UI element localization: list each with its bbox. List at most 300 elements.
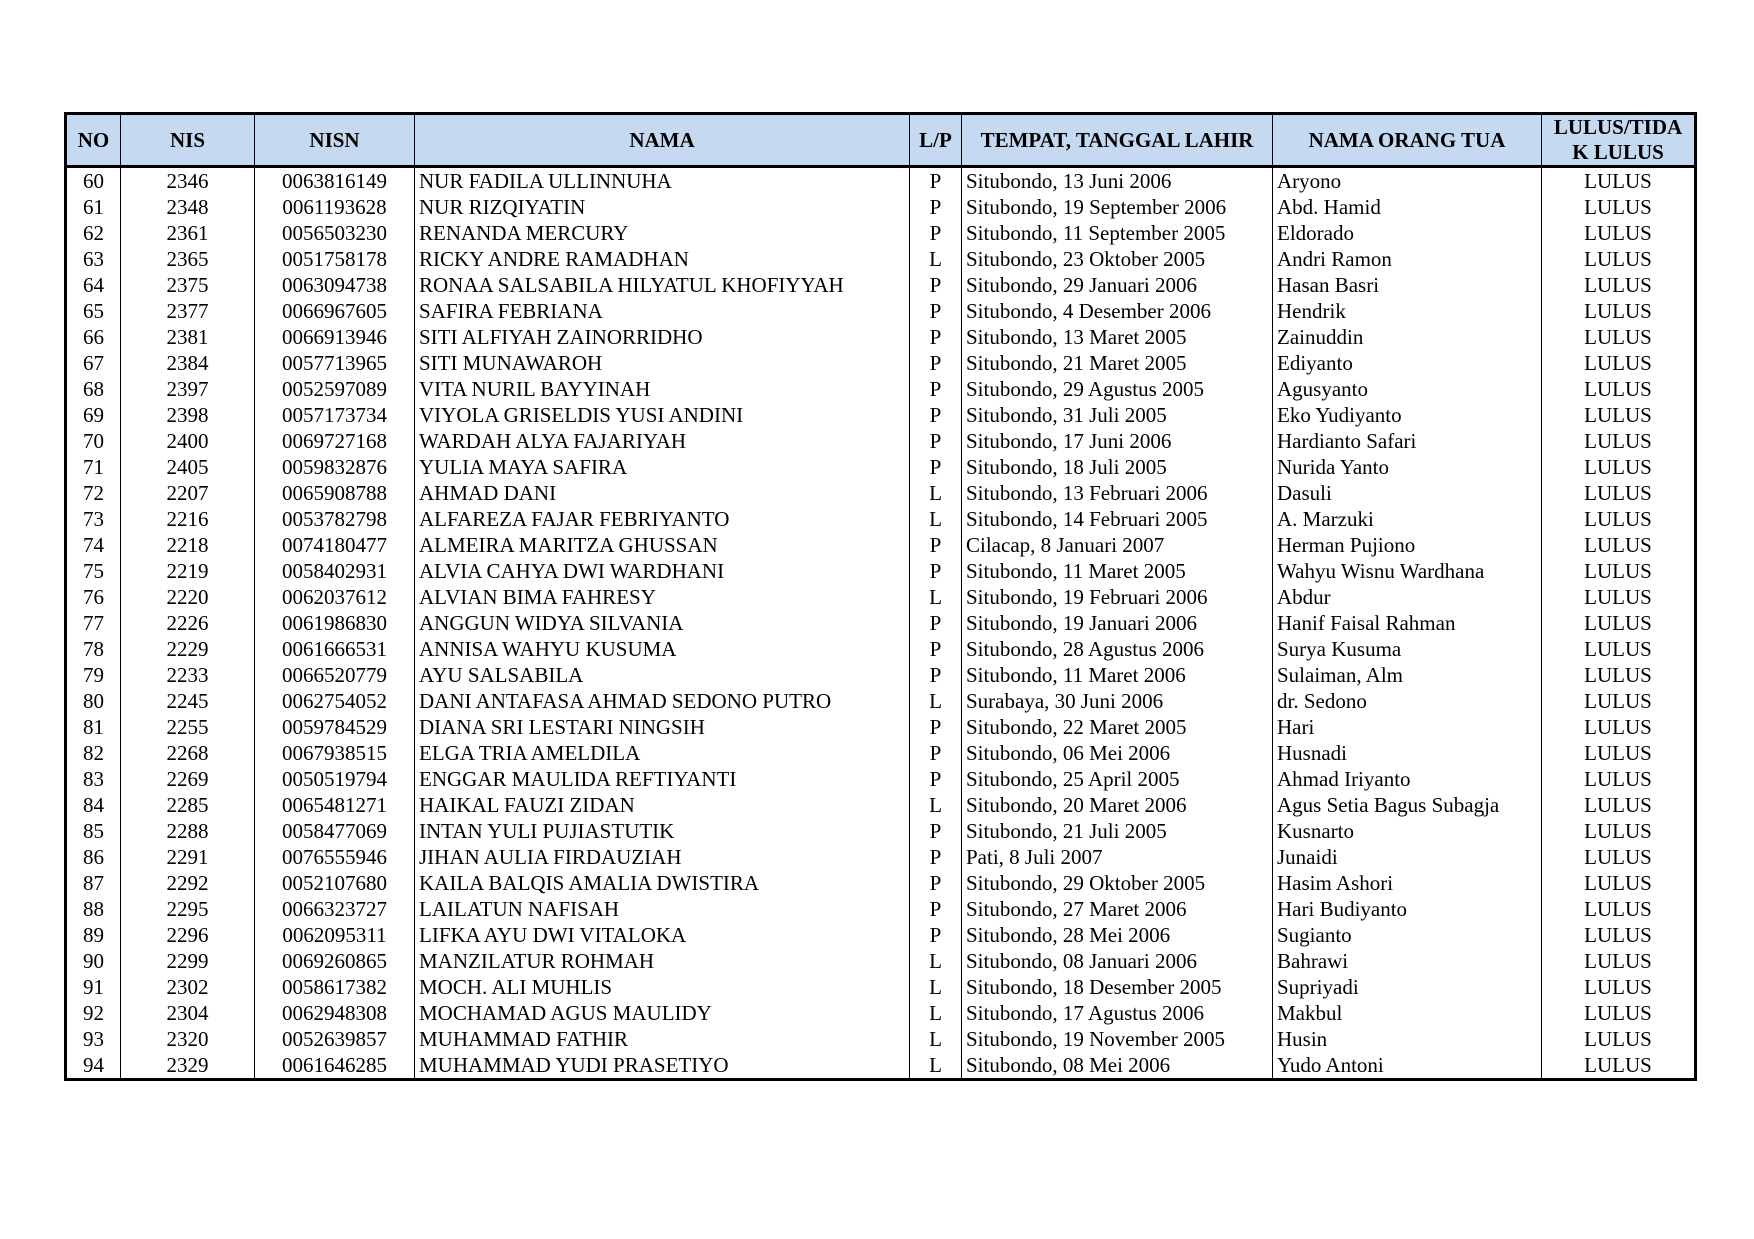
cell-nisn: 0066323727	[255, 896, 415, 922]
cell-status: LULUS	[1542, 246, 1696, 272]
cell-nisn: 0062948308	[255, 1000, 415, 1026]
cell-no: 73	[66, 506, 121, 532]
cell-no: 72	[66, 480, 121, 506]
cell-nis: 2245	[121, 688, 255, 714]
cell-no: 83	[66, 766, 121, 792]
cell-no: 93	[66, 1026, 121, 1052]
cell-parent: Supriyadi	[1273, 974, 1542, 1000]
cell-birth: Situbondo, 4 Desember 2006	[962, 298, 1273, 324]
cell-parent: Husnadi	[1273, 740, 1542, 766]
cell-birth: Situbondo, 29 Agustus 2005	[962, 376, 1273, 402]
table-row	[66, 532, 1696, 558]
cell-nis: 2397	[121, 376, 255, 402]
cell-gender: P	[910, 350, 962, 376]
cell-nisn: 0065908788	[255, 480, 415, 506]
cell-status: LULUS	[1542, 1000, 1696, 1026]
cell-no: 86	[66, 844, 121, 870]
cell-nis: 2400	[121, 428, 255, 454]
cell-nis: 2268	[121, 740, 255, 766]
cell-nisn: 0062095311	[255, 922, 415, 948]
cell-nama: ALVIAN BIMA FAHRESY	[415, 584, 910, 610]
cell-parent: Abd. Hamid	[1273, 194, 1542, 220]
cell-parent: Abdur	[1273, 584, 1542, 610]
table-row	[66, 324, 1696, 350]
cell-no: 65	[66, 298, 121, 324]
table-row	[66, 688, 1696, 714]
cell-nisn: 0061666531	[255, 636, 415, 662]
cell-birth: Pati, 8 Juli 2007	[962, 844, 1273, 870]
cell-birth: Situbondo, 29 Januari 2006	[962, 272, 1273, 298]
cell-no: 88	[66, 896, 121, 922]
table-row	[66, 948, 1696, 974]
cell-parent: Husin	[1273, 1026, 1542, 1052]
cell-birth: Situbondo, 18 Desember 2005	[962, 974, 1273, 1000]
cell-parent: Hasan Basri	[1273, 272, 1542, 298]
cell-no: 76	[66, 584, 121, 610]
table-row	[66, 766, 1696, 792]
cell-status: LULUS	[1542, 324, 1696, 350]
cell-no: 68	[66, 376, 121, 402]
cell-birth: Situbondo, 11 Maret 2005	[962, 558, 1273, 584]
cell-nisn: 0069260865	[255, 948, 415, 974]
table-row	[66, 974, 1696, 1000]
cell-parent: dr. Sedono	[1273, 688, 1542, 714]
cell-nis: 2384	[121, 350, 255, 376]
cell-parent: Andri Ramon	[1273, 246, 1542, 272]
cell-gender: L	[910, 1026, 962, 1052]
cell-nisn: 0066967605	[255, 298, 415, 324]
cell-nama: DIANA SRI LESTARI NINGSIH	[415, 714, 910, 740]
cell-no: 67	[66, 350, 121, 376]
cell-nisn: 0061646285	[255, 1052, 415, 1080]
cell-nis: 2329	[121, 1052, 255, 1080]
cell-no: 80	[66, 688, 121, 714]
cell-parent: Dasuli	[1273, 480, 1542, 506]
cell-status: LULUS	[1542, 636, 1696, 662]
cell-nisn: 0069727168	[255, 428, 415, 454]
cell-birth: Situbondo, 19 November 2005	[962, 1026, 1273, 1052]
cell-gender: P	[910, 844, 962, 870]
cell-nisn: 0062754052	[255, 688, 415, 714]
header-nisn: NISN	[255, 114, 415, 167]
cell-nisn: 0050519794	[255, 766, 415, 792]
table-row	[66, 584, 1696, 610]
cell-no: 94	[66, 1052, 121, 1080]
cell-gender: P	[910, 896, 962, 922]
cell-status: LULUS	[1542, 896, 1696, 922]
cell-no: 78	[66, 636, 121, 662]
cell-gender: P	[910, 818, 962, 844]
cell-parent: Agus Setia Bagus Subagja	[1273, 792, 1542, 818]
cell-nis: 2233	[121, 662, 255, 688]
table-row	[66, 844, 1696, 870]
cell-gender: L	[910, 974, 962, 1000]
table-row	[66, 167, 1696, 195]
cell-gender: L	[910, 246, 962, 272]
cell-parent: Bahrawi	[1273, 948, 1542, 974]
cell-parent: Aryono	[1273, 167, 1542, 195]
cell-nama: AHMAD DANI	[415, 480, 910, 506]
header-nis: NIS	[121, 114, 255, 167]
cell-status: LULUS	[1542, 688, 1696, 714]
cell-birth: Situbondo, 19 Januari 2006	[962, 610, 1273, 636]
cell-status: LULUS	[1542, 272, 1696, 298]
cell-parent: Hari	[1273, 714, 1542, 740]
cell-parent: Hasim Ashori	[1273, 870, 1542, 896]
cell-status: LULUS	[1542, 480, 1696, 506]
cell-status: LULUS	[1542, 610, 1696, 636]
cell-gender: P	[910, 402, 962, 428]
cell-gender: L	[910, 584, 962, 610]
cell-status: LULUS	[1542, 1052, 1696, 1080]
cell-birth: Situbondo, 13 Februari 2006	[962, 480, 1273, 506]
cell-nama: RONAA SALSABILA HILYATUL KHOFIYYAH	[415, 272, 910, 298]
cell-parent: Agusyanto	[1273, 376, 1542, 402]
table-row	[66, 740, 1696, 766]
cell-nama: KAILA BALQIS AMALIA DWISTIRA	[415, 870, 910, 896]
cell-parent: Kusnarto	[1273, 818, 1542, 844]
cell-status: LULUS	[1542, 558, 1696, 584]
cell-gender: L	[910, 480, 962, 506]
cell-nama: LAILATUN NAFISAH	[415, 896, 910, 922]
cell-nisn: 0065481271	[255, 792, 415, 818]
table-body	[66, 167, 1696, 1080]
table-row	[66, 1026, 1696, 1052]
cell-nisn: 0053782798	[255, 506, 415, 532]
cell-parent: Surya Kusuma	[1273, 636, 1542, 662]
cell-no: 66	[66, 324, 121, 350]
cell-nama: NUR FADILA ULLINNUHA	[415, 167, 910, 195]
cell-gender: P	[910, 428, 962, 454]
cell-no: 70	[66, 428, 121, 454]
cell-parent: Eldorado	[1273, 220, 1542, 246]
cell-nama: WARDAH ALYA FAJARIYAH	[415, 428, 910, 454]
cell-no: 79	[66, 662, 121, 688]
table-row	[66, 1000, 1696, 1026]
cell-nisn: 0058402931	[255, 558, 415, 584]
table-row	[66, 402, 1696, 428]
cell-nis: 2361	[121, 220, 255, 246]
cell-gender: P	[910, 662, 962, 688]
cell-nisn: 0057173734	[255, 402, 415, 428]
cell-nisn: 0059832876	[255, 454, 415, 480]
cell-no: 85	[66, 818, 121, 844]
cell-birth: Situbondo, 21 Juli 2005	[962, 818, 1273, 844]
cell-nis: 2302	[121, 974, 255, 1000]
cell-nisn: 0059784529	[255, 714, 415, 740]
cell-gender: P	[910, 922, 962, 948]
cell-parent: Wahyu Wisnu Wardhana	[1273, 558, 1542, 584]
cell-nama: YULIA MAYA SAFIRA	[415, 454, 910, 480]
table-row	[66, 896, 1696, 922]
cell-status: LULUS	[1542, 740, 1696, 766]
cell-parent: A. Marzuki	[1273, 506, 1542, 532]
cell-gender: P	[910, 454, 962, 480]
cell-nisn: 0056503230	[255, 220, 415, 246]
cell-nisn: 0061986830	[255, 610, 415, 636]
cell-nama: MUHAMMAD YUDI PRASETIYO	[415, 1052, 910, 1080]
cell-nisn: 0061193628	[255, 194, 415, 220]
table-row	[66, 662, 1696, 688]
cell-birth: Situbondo, 19 September 2006	[962, 194, 1273, 220]
header-birth: TEMPAT, TANGGAL LAHIR	[962, 114, 1273, 167]
cell-birth: Situbondo, 31 Juli 2005	[962, 402, 1273, 428]
cell-birth: Situbondo, 13 Maret 2005	[962, 324, 1273, 350]
cell-nis: 2348	[121, 194, 255, 220]
cell-birth: Situbondo, 18 Juli 2005	[962, 454, 1273, 480]
cell-parent: Junaidi	[1273, 844, 1542, 870]
cell-status: LULUS	[1542, 428, 1696, 454]
cell-nama: LIFKA AYU DWI VITALOKA	[415, 922, 910, 948]
cell-status: LULUS	[1542, 376, 1696, 402]
cell-nisn: 0058477069	[255, 818, 415, 844]
cell-nama: RICKY ANDRE RAMADHAN	[415, 246, 910, 272]
table-row	[66, 714, 1696, 740]
cell-birth: Situbondo, 14 Februari 2005	[962, 506, 1273, 532]
cell-parent: Sulaiman, Alm	[1273, 662, 1542, 688]
cell-nis: 2269	[121, 766, 255, 792]
table-row	[66, 506, 1696, 532]
cell-birth: Situbondo, 17 Juni 2006	[962, 428, 1273, 454]
cell-birth: Cilacap, 8 Januari 2007	[962, 532, 1273, 558]
cell-birth: Situbondo, 25 April 2005	[962, 766, 1273, 792]
cell-parent: Hanif Faisal Rahman	[1273, 610, 1542, 636]
cell-birth: Situbondo, 19 Februari 2006	[962, 584, 1273, 610]
cell-status: LULUS	[1542, 454, 1696, 480]
cell-nis: 2229	[121, 636, 255, 662]
cell-status: LULUS	[1542, 167, 1696, 195]
cell-nama: VITA NURIL BAYYINAH	[415, 376, 910, 402]
cell-parent: Sugianto	[1273, 922, 1542, 948]
cell-nama: MOCH. ALI MUHLIS	[415, 974, 910, 1000]
cell-gender: P	[910, 558, 962, 584]
cell-parent: Hendrik	[1273, 298, 1542, 324]
cell-nis: 2365	[121, 246, 255, 272]
cell-no: 60	[66, 167, 121, 195]
cell-nis: 2207	[121, 480, 255, 506]
cell-gender: P	[910, 610, 962, 636]
cell-nis: 2285	[121, 792, 255, 818]
cell-no: 62	[66, 220, 121, 246]
cell-nama: SITI MUNAWAROH	[415, 350, 910, 376]
table-row	[66, 480, 1696, 506]
table-row	[66, 272, 1696, 298]
cell-status: LULUS	[1542, 766, 1696, 792]
cell-gender: L	[910, 506, 962, 532]
cell-nis: 2226	[121, 610, 255, 636]
cell-status: LULUS	[1542, 844, 1696, 870]
cell-nis: 2320	[121, 1026, 255, 1052]
cell-nisn: 0066520779	[255, 662, 415, 688]
cell-no: 84	[66, 792, 121, 818]
cell-birth: Situbondo, 17 Agustus 2006	[962, 1000, 1273, 1026]
cell-nis: 2304	[121, 1000, 255, 1026]
cell-gender: P	[910, 740, 962, 766]
cell-parent: Yudo Antoni	[1273, 1052, 1542, 1080]
cell-nis: 2291	[121, 844, 255, 870]
cell-nama: ALFAREZA FAJAR FEBRIYANTO	[415, 506, 910, 532]
cell-status: LULUS	[1542, 922, 1696, 948]
cell-status: LULUS	[1542, 818, 1696, 844]
cell-nisn: 0074180477	[255, 532, 415, 558]
cell-birth: Situbondo, 08 Mei 2006	[962, 1052, 1273, 1080]
cell-birth: Situbondo, 29 Oktober 2005	[962, 870, 1273, 896]
cell-birth: Situbondo, 13 Juni 2006	[962, 167, 1273, 195]
cell-nisn: 0076555946	[255, 844, 415, 870]
table-row	[66, 1052, 1696, 1080]
cell-status: LULUS	[1542, 402, 1696, 428]
cell-no: 75	[66, 558, 121, 584]
cell-nis: 2255	[121, 714, 255, 740]
cell-nama: JIHAN AULIA FIRDAUZIAH	[415, 844, 910, 870]
table-row	[66, 636, 1696, 662]
header-no: NO	[66, 114, 121, 167]
cell-nama: SAFIRA FEBRIANA	[415, 298, 910, 324]
cell-parent: Nurida Yanto	[1273, 454, 1542, 480]
cell-birth: Situbondo, 08 Januari 2006	[962, 948, 1273, 974]
cell-status: LULUS	[1542, 584, 1696, 610]
cell-nama: RENANDA MERCURY	[415, 220, 910, 246]
header-status: LULUS/TIDA K LULUS	[1542, 114, 1696, 167]
cell-parent: Eko Yudiyanto	[1273, 402, 1542, 428]
cell-no: 92	[66, 1000, 121, 1026]
cell-status: LULUS	[1542, 194, 1696, 220]
table-row	[66, 428, 1696, 454]
cell-status: LULUS	[1542, 532, 1696, 558]
header-gender: L/P	[910, 114, 962, 167]
cell-birth: Situbondo, 22 Maret 2005	[962, 714, 1273, 740]
cell-parent: Zainuddin	[1273, 324, 1542, 350]
cell-no: 64	[66, 272, 121, 298]
cell-nama: INTAN YULI PUJIASTUTIK	[415, 818, 910, 844]
cell-nis: 2375	[121, 272, 255, 298]
cell-status: LULUS	[1542, 974, 1696, 1000]
cell-status: LULUS	[1542, 714, 1696, 740]
cell-nama: ELGA TRIA AMELDILA	[415, 740, 910, 766]
cell-status: LULUS	[1542, 662, 1696, 688]
cell-status: LULUS	[1542, 298, 1696, 324]
cell-nisn: 0067938515	[255, 740, 415, 766]
cell-birth: Situbondo, 11 September 2005	[962, 220, 1273, 246]
cell-no: 71	[66, 454, 121, 480]
cell-gender: P	[910, 324, 962, 350]
cell-nisn: 0063094738	[255, 272, 415, 298]
cell-no: 69	[66, 402, 121, 428]
cell-gender: P	[910, 194, 962, 220]
cell-nis: 2398	[121, 402, 255, 428]
cell-nisn: 0063816149	[255, 167, 415, 195]
table-row	[66, 298, 1696, 324]
cell-gender: P	[910, 714, 962, 740]
cell-nis: 2405	[121, 454, 255, 480]
graduation-table	[64, 112, 1697, 1081]
cell-no: 77	[66, 610, 121, 636]
cell-nis: 2296	[121, 922, 255, 948]
cell-gender: P	[910, 532, 962, 558]
cell-nama: MANZILATUR ROHMAH	[415, 948, 910, 974]
cell-nisn: 0066913946	[255, 324, 415, 350]
cell-no: 82	[66, 740, 121, 766]
cell-nama: HAIKAL FAUZI ZIDAN	[415, 792, 910, 818]
cell-no: 81	[66, 714, 121, 740]
cell-status: LULUS	[1542, 506, 1696, 532]
table-row	[66, 870, 1696, 896]
cell-nisn: 0052107680	[255, 870, 415, 896]
cell-nis: 2292	[121, 870, 255, 896]
table-row	[66, 194, 1696, 220]
cell-status: LULUS	[1542, 948, 1696, 974]
cell-gender: L	[910, 1000, 962, 1026]
cell-no: 89	[66, 922, 121, 948]
table-row	[66, 246, 1696, 272]
cell-nama: VIYOLA GRISELDIS YUSI ANDINI	[415, 402, 910, 428]
cell-parent: Hardianto Safari	[1273, 428, 1542, 454]
cell-gender: P	[910, 636, 962, 662]
cell-no: 61	[66, 194, 121, 220]
cell-birth: Situbondo, 27 Maret 2006	[962, 896, 1273, 922]
cell-status: LULUS	[1542, 792, 1696, 818]
cell-gender: P	[910, 272, 962, 298]
cell-gender: P	[910, 298, 962, 324]
table-row	[66, 610, 1696, 636]
cell-status: LULUS	[1542, 1026, 1696, 1052]
cell-gender: L	[910, 1052, 962, 1080]
cell-gender: P	[910, 766, 962, 792]
cell-nama: ALVIA CAHYA DWI WARDHANI	[415, 558, 910, 584]
cell-parent: Makbul	[1273, 1000, 1542, 1026]
cell-status: LULUS	[1542, 870, 1696, 896]
cell-birth: Situbondo, 28 Agustus 2006	[962, 636, 1273, 662]
cell-nis: 2295	[121, 896, 255, 922]
table-row	[66, 454, 1696, 480]
header-nama: NAMA	[415, 114, 910, 167]
cell-nama: ANNISA WAHYU KUSUMA	[415, 636, 910, 662]
cell-nis: 2346	[121, 167, 255, 195]
table-row	[66, 922, 1696, 948]
cell-no: 90	[66, 948, 121, 974]
cell-gender: P	[910, 220, 962, 246]
cell-nama: MOCHAMAD AGUS MAULIDY	[415, 1000, 910, 1026]
cell-gender: L	[910, 688, 962, 714]
table-row	[66, 220, 1696, 246]
cell-gender: P	[910, 870, 962, 896]
cell-no: 74	[66, 532, 121, 558]
cell-nama: ALMEIRA MARITZA GHUSSAN	[415, 532, 910, 558]
cell-no: 63	[66, 246, 121, 272]
cell-nis: 2219	[121, 558, 255, 584]
cell-nis: 2381	[121, 324, 255, 350]
cell-gender: P	[910, 167, 962, 195]
cell-gender: L	[910, 792, 962, 818]
cell-nis: 2299	[121, 948, 255, 974]
cell-nis: 2218	[121, 532, 255, 558]
cell-nis: 2288	[121, 818, 255, 844]
cell-birth: Surabaya, 30 Juni 2006	[962, 688, 1273, 714]
cell-parent: Hari Budiyanto	[1273, 896, 1542, 922]
cell-nama: ANGGUN WIDYA SILVANIA	[415, 610, 910, 636]
table-row	[66, 558, 1696, 584]
cell-parent: Ediyanto	[1273, 350, 1542, 376]
cell-nama: ENGGAR MAULIDA REFTIYANTI	[415, 766, 910, 792]
cell-nisn: 0062037612	[255, 584, 415, 610]
table-row	[66, 792, 1696, 818]
cell-nama: MUHAMMAD FATHIR	[415, 1026, 910, 1052]
cell-birth: Situbondo, 23 Oktober 2005	[962, 246, 1273, 272]
cell-nisn: 0057713965	[255, 350, 415, 376]
cell-status: LULUS	[1542, 220, 1696, 246]
cell-birth: Situbondo, 11 Maret 2006	[962, 662, 1273, 688]
table-row	[66, 350, 1696, 376]
